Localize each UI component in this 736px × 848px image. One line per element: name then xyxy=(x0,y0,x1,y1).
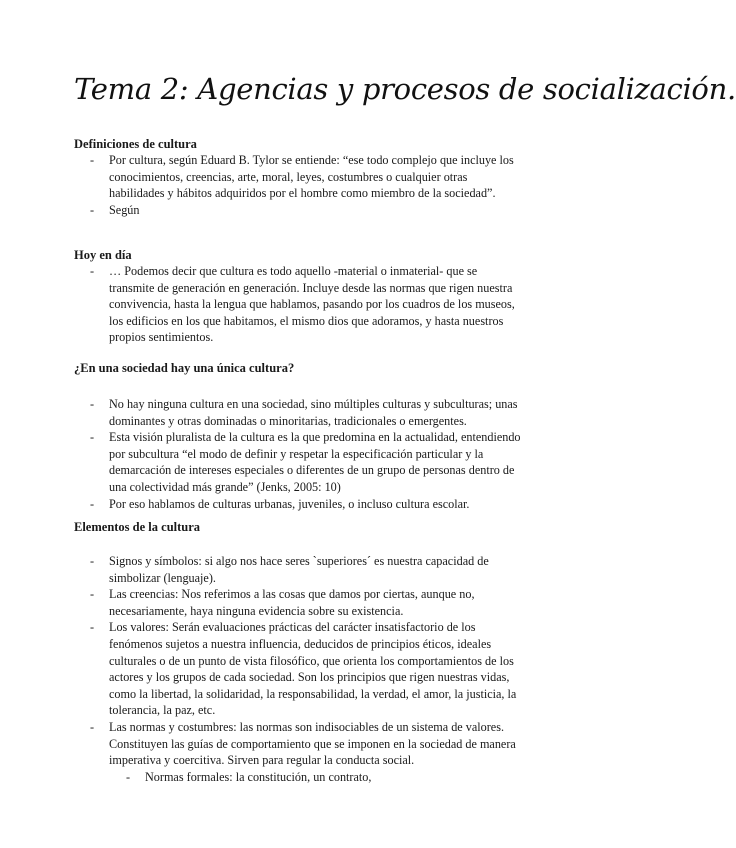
list-item xyxy=(74,263,524,346)
section-heading: ¿En una sociedad hay una única cultura? xyxy=(74,361,295,375)
section-heading: Definiciones de cultura xyxy=(74,137,197,151)
section-definiciones xyxy=(74,136,524,218)
list-item xyxy=(74,586,524,619)
section-heading: Elementos de la cultura xyxy=(74,520,201,534)
list-item-text: No hay ninguna cultura en una sociedad, sino múltiples culturas y subculturas; unas dominantes y otras dominadas o minoritarias, tradicionales o emergentes. xyxy=(109,397,518,428)
list-item xyxy=(74,719,524,769)
dash-bullet: - xyxy=(90,397,95,411)
bullet-list xyxy=(74,396,524,512)
dash-bullet: - xyxy=(90,719,95,734)
list-item xyxy=(74,619,524,719)
list-item-text: Esta visión pluralista de la cultura es la que predomina en la actualidad, entendiendo por subcultura “el modo de definir y respetar la especificación particular y la demarcación de intereses especiales o diferentes de un grupo de personas dentro de una colectividad más grande” (Jenks, 2005: 10) xyxy=(109,430,521,494)
page-title: Tema 2: Agencias y procesos de socialización. xyxy=(74,72,736,106)
dash-bullet: - xyxy=(90,153,95,167)
list-item xyxy=(74,396,524,429)
dash-bullet: - xyxy=(90,264,95,278)
bullet-list xyxy=(74,553,524,769)
dash-bullet: - xyxy=(126,769,131,784)
section-elementos xyxy=(74,519,524,785)
sub-bullet-list xyxy=(74,769,524,786)
dash-bullet: - xyxy=(90,620,95,635)
list-item-text: Por eso hablamos de culturas urbanas, juveniles, o incluso cultura escolar. xyxy=(109,496,470,511)
list-item xyxy=(74,429,524,495)
section-hoy-en-dia xyxy=(74,247,524,346)
sub-list-item xyxy=(74,769,524,786)
sub-list-item-text: Normas formales: la constitución, un contrato, xyxy=(145,769,372,784)
list-item xyxy=(74,202,524,219)
bullet-list xyxy=(74,152,524,218)
list-item xyxy=(74,496,524,513)
list-item-text: Las creencias: Nos referimos a las cosas que damos por ciertas, aunque no, necesariamente, haya ninguna evidencia sobre su existencia. xyxy=(109,587,475,618)
list-item-text: Según xyxy=(109,202,140,217)
list-item-text: Los valores: Serán evaluaciones prácticas del carácter insatisfactorio de los fenómenos sujetos a nuestra influencia, deducidos de principios éticos, ideales culturales o de un punto de vista filosófico, que orienta los comportamientos de los actores y los grupos de cada sociedad. Son los principios que rigen nuestras vidas, como la libertad, la solidaridad, la responsabilidad, la verdad, el amor, la justicia, la tolerancia, la paz, etc. xyxy=(109,620,517,718)
bullet-list xyxy=(74,263,524,346)
list-item-text: Signos y símbolos: si algo nos hace seres `superiores´ es nuestra capacidad de simbolizar (lenguaje). xyxy=(109,554,489,585)
dash-bullet: - xyxy=(90,496,95,511)
list-item-text: … Podemos decir que cultura es todo aquello -material o inmaterial- que se transmite de generación en generación. Incluye desde las normas que rigen nuestra convivencia, hasta la lengua que hablamos, pasando por los cuadros de los museos, los edificios en los que habitamos, el mismo dios que adoramos, y hasta nuestros propios sentimientos. xyxy=(109,264,515,345)
section-unica-cultura xyxy=(74,360,524,512)
dash-bullet: - xyxy=(90,587,95,602)
dash-bullet: - xyxy=(90,554,95,568)
list-item xyxy=(74,152,524,202)
list-item-text: Las normas y costumbres: las normas son indisociables de un sistema de valores. Constituyen las guías de comportamiento que se imponen en la sociedad de manera imperativa y coercitiva. Sirven para regular la conducta social. xyxy=(109,719,516,768)
dash-bullet: - xyxy=(90,430,95,445)
section-heading: Hoy en día xyxy=(74,248,132,262)
list-item xyxy=(74,553,524,586)
dash-bullet: - xyxy=(90,202,95,217)
list-item-text: Por cultura, según Eduard B. Tylor se entiende: “ese todo complejo que incluye los conocimientos, creencias, arte, moral, leyes, costumbres o cualquier otras habilidades y hábitos adquiridos por el hombre como miembro de la sociedad”. xyxy=(109,153,514,201)
